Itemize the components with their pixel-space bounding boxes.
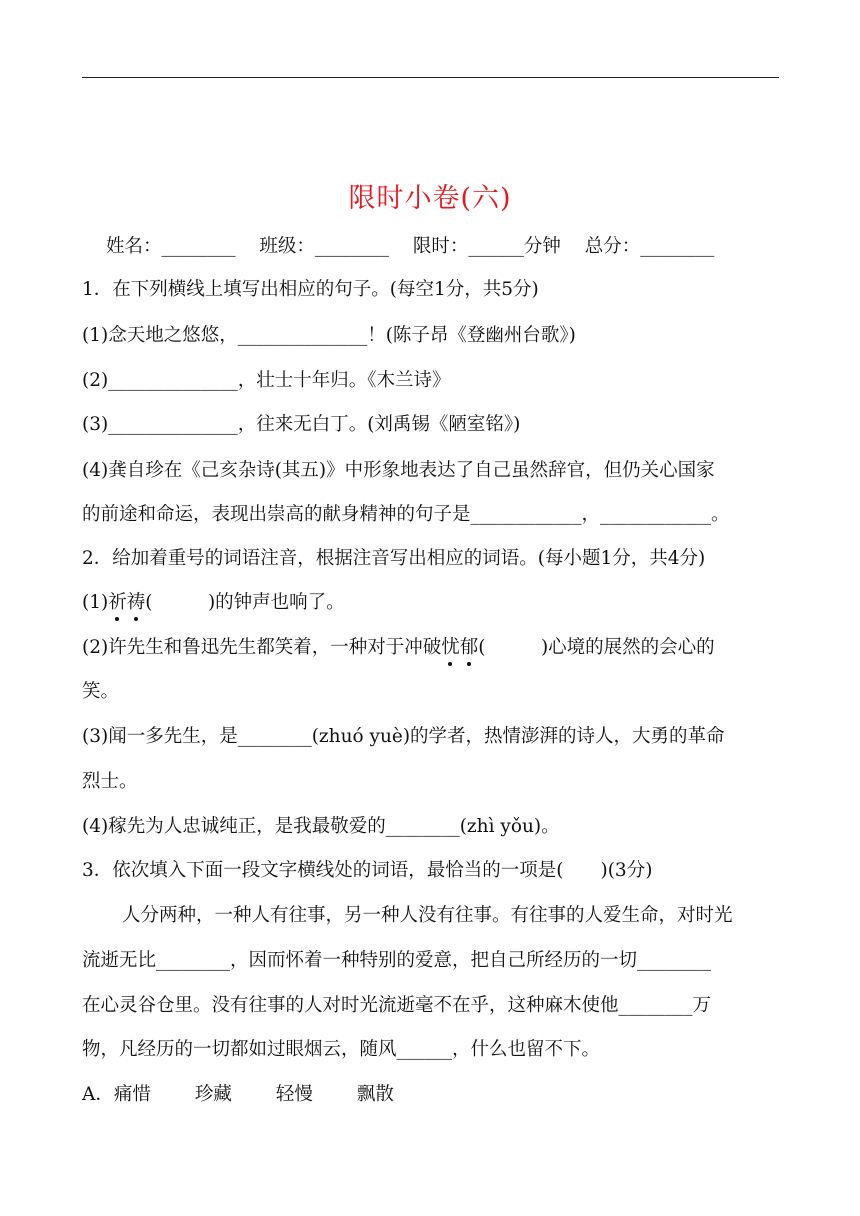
q2-heading: 2．给加着重号的词语注音，根据注音写出相应的词语。(每小题1分，共4分) <box>82 548 706 569</box>
q2-item-3-line1: (3)闻一多先生，是________(zhuó yuè)的学者，热情澎湃的诗人，大勇的革命 <box>82 726 725 747</box>
header-rule <box>82 77 779 78</box>
q3-heading: 3．依次填入下面一段文字横线处的词语，最恰当的一项是( )(3分) <box>82 860 653 881</box>
time-unit: 分钟 <box>523 236 561 257</box>
option-a-word: 珍藏 <box>194 1084 232 1105</box>
q2-item-3-line2: 烈士。 <box>82 771 138 792</box>
option-a-label: A． <box>82 1084 114 1105</box>
q2-item-4: (4)稼先为人忠诚纯正，是我最敬爱的________(zhì yǒu)。 <box>82 816 560 837</box>
q1-item-2: (2)______________，壮士十年归。《木兰诗》 <box>82 370 451 391</box>
q1-item-3: (3)______________，往来无白丁。(刘禹锡《陋室铭》) <box>82 414 521 435</box>
q3-passage-line3: 在心灵谷仓里。没有往事的人对时光流逝毫不在乎，这种麻木使他________万 <box>82 995 712 1016</box>
q2-item-2-line2: 笑。 <box>82 681 120 702</box>
time-label: 限时： <box>412 236 469 257</box>
q2-item-2-prefix: (2)许先生和鲁迅先生都笑着，一种对于冲破 <box>82 637 442 658</box>
option-a-word: 痛惜 <box>113 1084 151 1105</box>
q2-item-2-line1 <box>82 633 715 659</box>
score-blank: ________ <box>640 236 715 257</box>
class-blank: ________ <box>314 236 389 257</box>
student-info-row <box>106 232 714 258</box>
q2-item-2-rest: ( )心境的展然的会心的 <box>478 637 715 658</box>
q1-heading: 1．在下列横线上填写出相应的句子。(每空1分，共5分) <box>82 279 539 300</box>
emphasized-char: 忧 <box>441 633 460 659</box>
emphasized-char: 郁 <box>460 633 479 659</box>
option-a-word: 飘散 <box>356 1084 394 1105</box>
q2-item-1 <box>82 588 345 614</box>
name-blank: ________ <box>161 236 236 257</box>
page-title: 限时小卷(六) <box>348 183 512 214</box>
score-label: 总分： <box>584 236 641 257</box>
q3-passage-line2: 流逝无比________，因而怀着一种特别的爱意，把自己所经历的一切________ <box>82 950 712 971</box>
emphasized-char: 祈 <box>108 588 127 614</box>
q3-passage-line4: 物，凡经历的一切都如过眼烟云，随风______，什么也留不下。 <box>82 1039 601 1060</box>
q2-item-1-prefix: (1) <box>82 592 109 613</box>
q1-item-1: (1)念天地之悠悠，______________！(陈子昂《登幽州台歌》) <box>82 325 576 346</box>
q1-item-4-line2: 的前途和命运，表现出崇高的献身精神的句子是____________，____________。 <box>82 504 730 525</box>
q1-item-4-line1: (4)龚自珍在《己亥杂诗(其五)》中形象地表达了自己虽然辞官，但仍关心国家 <box>82 460 715 481</box>
q3-option-a <box>82 1080 394 1106</box>
q3-passage-line1: 人分两种，一种人有往事，另一种人没有往事。有往事的人爱生命，对时光 <box>122 905 733 926</box>
time-blank: ______ <box>468 236 524 257</box>
name-label: 姓名： <box>106 236 162 257</box>
option-a-word: 轻慢 <box>275 1084 313 1105</box>
q2-item-1-rest: ( )的钟声也响了。 <box>145 592 345 613</box>
emphasized-char: 祷 <box>127 588 146 614</box>
class-label: 班级： <box>259 236 315 257</box>
